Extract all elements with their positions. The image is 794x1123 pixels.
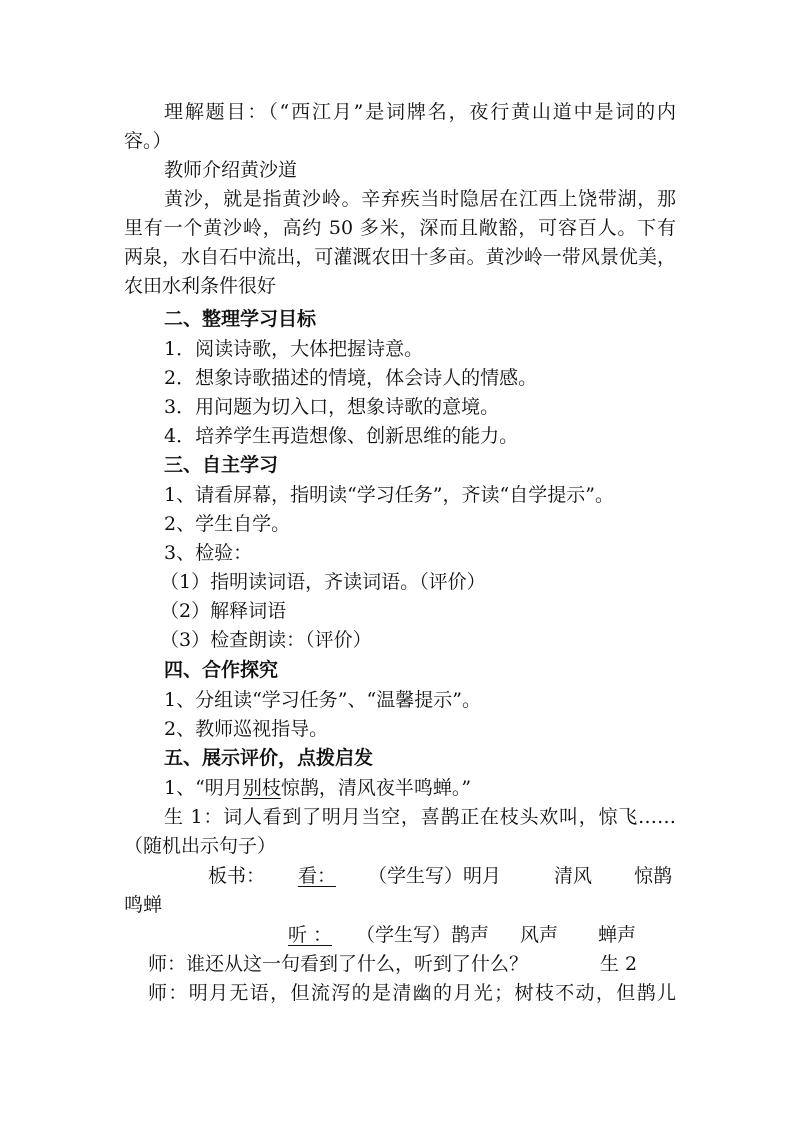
paragraph-line: 生 1：词人看到了明月当空，喜鹊正在枝头欢叫，惊飞……	[164, 806, 676, 828]
paragraph-line: 容。）	[124, 130, 172, 152]
list-item: 1、请看屏幕，指明读“学习任务”，齐读“自学提示”。	[164, 484, 614, 506]
section-heading: 五、展示评价，点拨启发	[164, 747, 374, 769]
paragraph-line: （随机出示句子）	[124, 835, 277, 857]
paragraph-line: 黄沙，就是指黄沙岭。辛弃疾当时隐居在江西上饶带湖，那	[164, 188, 676, 210]
list-item: 1．阅读诗歌，大体把握诗意。	[164, 338, 424, 360]
quote-prefix: 1、“明月	[164, 777, 243, 799]
board-see-item: 惊鹊	[634, 865, 673, 887]
board-notes-hear	[124, 921, 676, 949]
section-heading: 四、合作探究	[164, 659, 279, 681]
board-notes-see	[124, 862, 676, 890]
board-see-note: （学生写）明月	[368, 865, 502, 887]
list-item: 1、分组读“学习任务”、“温馨提示”。	[164, 689, 481, 711]
quote-line	[164, 774, 716, 802]
paragraph-line: 农田水利条件很好	[124, 275, 277, 297]
list-item: 2、学生自学。	[164, 513, 291, 535]
quote-suffix: 惊鹊，清风夜半鸣蝉。”	[280, 777, 472, 799]
list-item: 3．用问题为切入口，想象诗歌的意境。	[164, 396, 500, 418]
dialog-line: 师：明月无语，但流泻的是清幽的月光；树枝不动，但鹊儿	[148, 982, 676, 1004]
board-see-label: 看：	[298, 865, 337, 887]
list-item: （2）解释词语	[160, 600, 287, 622]
list-item: （3）检查朗读：（评价）	[160, 629, 372, 651]
board-hear-item: 风声	[520, 924, 559, 946]
list-item: 2．想象诗歌描述的情境，体会诗人的情感。	[164, 367, 538, 389]
teacher-question: 师：谁还从这一句看到了什么，听到了什么？	[148, 953, 529, 975]
board-hear-note: （学生写）鹊声	[356, 924, 490, 946]
board-see-item: 鸣蝉	[124, 894, 163, 916]
board-hear-label: 听 ：	[288, 924, 333, 946]
dialog-line	[124, 950, 676, 978]
board-see-item: 清风	[554, 865, 593, 887]
paragraph-line: 里有一个黄沙岭，高约 50 多米，深而且敞豁，可容百人。下有	[124, 217, 676, 239]
board-hear-item: 蝉声	[598, 924, 637, 946]
section-heading: 三、自主学习	[164, 454, 279, 476]
list-item: 4．培养学生再造想像、创新思维的能力。	[164, 425, 519, 447]
list-item: 2、教师巡视指导。	[164, 718, 329, 740]
board-label: 板书：	[208, 865, 266, 887]
section-heading: 二、整理学习目标	[164, 308, 317, 330]
paragraph-line: 教师介绍黄沙道	[164, 159, 298, 181]
list-item: 3、检验：	[164, 542, 253, 564]
student-label: 生 2	[600, 953, 638, 975]
paragraph-line: 两泉，水自石中流出，可灌溉农田十多亩。黄沙岭一带风景优美，	[124, 246, 676, 268]
underlined-phrase: 别枝	[242, 777, 281, 799]
list-item: （1）指明读词语，齐读词语。（评价）	[160, 571, 486, 593]
paragraph-line: 理解题目：（“西江月”是词牌名，夜行黄山道中是词的内	[164, 101, 676, 123]
